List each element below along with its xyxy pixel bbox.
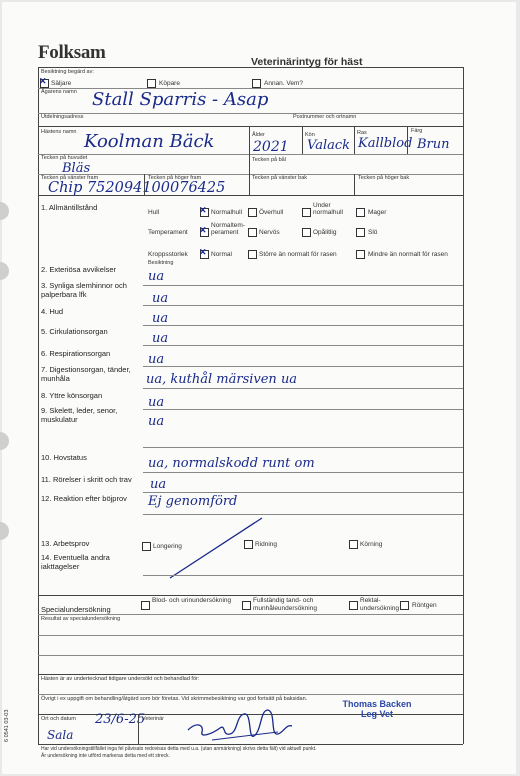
unreliable-checkbox[interactable] <box>302 228 311 237</box>
finding-value: ua, normalskodd runt om <box>148 456 315 471</box>
divider <box>38 635 463 636</box>
stamp-title: Leg Vet <box>360 709 393 719</box>
finding-value: ua <box>150 477 167 492</box>
other-label: Annan. Vem? <box>264 80 304 87</box>
divider <box>143 575 463 576</box>
special-exam-label: Specialundersökning <box>41 605 111 614</box>
xray-checkbox[interactable] <box>400 601 409 610</box>
divider <box>143 409 463 410</box>
nervous-checkbox[interactable] <box>248 228 257 237</box>
temperament-label: Temperament <box>148 229 188 236</box>
punch-hole <box>0 202 9 220</box>
place-date-label: Ort och datum <box>41 716 76 722</box>
divider <box>38 154 463 155</box>
divider <box>38 614 463 615</box>
body-markings-label: Tecken på bål <box>252 157 286 163</box>
finding-label: 12. Reaktion efter böjprov <box>41 494 127 503</box>
stamp-name: Thomas Backen <box>342 699 412 709</box>
xray-label: Röntgen <box>412 602 437 609</box>
age-value: 2021 <box>253 139 289 155</box>
overhull-label: Överhull <box>259 209 284 216</box>
overhull-checkbox[interactable] <box>248 208 257 217</box>
color-value: Brun <box>417 137 450 152</box>
normal-size-check-mark: ✕ <box>199 247 207 257</box>
normal-size-label: Normal <box>211 251 232 258</box>
rectal-exam-label: Rektal-undersökning <box>360 597 400 612</box>
punch-hole <box>0 522 9 540</box>
postal-label: Postnummer och ortnamn <box>293 114 357 120</box>
buyer-label: Köpare <box>159 80 180 87</box>
divider <box>38 126 463 127</box>
other-checkbox[interactable] <box>252 79 261 88</box>
finding-value: ua <box>148 352 165 367</box>
finding-label: 4. Hud <box>41 307 64 316</box>
normalhull-check-mark: ✕ <box>199 205 207 215</box>
divider <box>143 388 463 389</box>
finding-label: 9. Skelett, leder, senor, muskulatur <box>41 406 118 424</box>
form-code: 6 0541 03-03 <box>4 709 10 742</box>
punch-hole <box>0 432 9 450</box>
vet-label: Veterinär <box>142 716 165 722</box>
finding-value: Ej genomförd <box>148 494 238 509</box>
rear-right-label: Tecken på höger bak <box>358 175 410 181</box>
divider <box>407 126 408 154</box>
breed-value: Kallblod <box>358 136 413 151</box>
finding-value: ua <box>152 291 169 306</box>
divider <box>138 714 139 744</box>
body-size-label: Kroppsstorlek <box>148 251 188 258</box>
treatment-label: Övrigt i ex uppgift om behandling/åtgärd som bör företas. Vid skrimmebesiktning var god fortsätt på baksidan. <box>41 696 308 702</box>
mager-label: Mager <box>368 209 387 216</box>
rectal-exam-checkbox[interactable] <box>349 601 358 610</box>
buyer-checkbox[interactable] <box>147 79 156 88</box>
under-normalhull-checkbox[interactable] <box>302 208 311 217</box>
divider <box>354 126 355 154</box>
longering-checkbox[interactable] <box>142 542 151 551</box>
frame-top <box>38 67 463 68</box>
hull-label: Hull <box>148 209 160 216</box>
horse-name-value: Koolman Bäck <box>84 131 215 152</box>
sex-label: Kön <box>305 132 315 138</box>
normaltemperament-label: Normaltem-perament <box>211 222 245 237</box>
sluggish-checkbox[interactable] <box>356 228 365 237</box>
head-markings-value: Bläs <box>62 161 91 176</box>
driving-label: Körning <box>360 541 383 548</box>
breed-label: Ras <box>357 130 367 136</box>
rear-left-label: Tecken på vänster bak <box>252 175 308 181</box>
divider <box>143 325 463 326</box>
divider <box>354 174 355 195</box>
driving-checkbox[interactable] <box>349 540 358 549</box>
divider <box>38 655 463 656</box>
sluggish-label: Slö <box>368 229 378 236</box>
divider <box>249 154 250 174</box>
age-label: Ålder <box>252 132 265 138</box>
divider <box>38 113 463 114</box>
finding-label: 2. Exteriösa avvikelser <box>41 265 117 274</box>
blood-exam-label: Blod- och urinundersökning <box>152 597 232 604</box>
vet-signature <box>182 702 302 746</box>
front-left-value: Chip 752094100076425 <box>48 180 226 196</box>
divider <box>143 492 463 493</box>
divider <box>143 305 463 306</box>
unreliable-label: Opålitlig <box>313 229 337 236</box>
blood-exam-checkbox[interactable] <box>141 601 150 610</box>
punch-hole <box>0 262 9 280</box>
footnote-2: Är undersökning inte utförd markeras detta med ett streck. <box>41 753 170 759</box>
finding-value: ua <box>152 331 169 346</box>
divider <box>38 595 463 596</box>
vet-stamp <box>332 699 422 719</box>
form-title: Veterinärintyg för häst <box>251 56 363 68</box>
finding-label: 5. Cirkulationsorgan <box>41 327 108 336</box>
requested-by-label: Besiktning begärd av: <box>41 69 94 75</box>
larger-checkbox[interactable] <box>248 250 257 259</box>
divider <box>249 126 250 154</box>
address-label: Utdelningsadress <box>41 114 84 120</box>
riding-label: Ridning <box>255 541 278 548</box>
dental-exam-label: Fullständig tand- och munhåleundersökning <box>253 597 317 612</box>
finding-label: 11. Rörelser i skritt och trav <box>41 475 132 484</box>
place-value: Sala <box>47 728 74 742</box>
front-left-label: Tecken på vänster fram <box>41 175 99 181</box>
work-test-label: 13. Arbetsprov <box>41 539 90 548</box>
under-normalhull-label: Under normalhull <box>313 202 343 217</box>
divider <box>249 174 250 195</box>
divider <box>143 285 463 286</box>
divider <box>302 126 303 154</box>
divider <box>38 674 463 675</box>
divider <box>143 472 463 473</box>
finding-label: 8. Yttre könsorgan <box>41 391 103 400</box>
history-label: Hästen är av undertecknad tidigare undersökt och behandlad för: <box>41 676 200 682</box>
frame-right <box>463 67 464 744</box>
seller-label: Säljare <box>51 80 72 87</box>
finding-label: 3. Synliga slemhinnor och palperbara lfk <box>41 281 127 299</box>
seller-check-mark: ✕ <box>39 76 47 86</box>
finding-value: ua <box>148 414 165 429</box>
divider <box>38 694 463 695</box>
not-performed-strike-line <box>162 514 272 584</box>
dental-exam-checkbox[interactable] <box>242 601 251 610</box>
larger-label: Större än normalt för rasen <box>259 251 337 258</box>
sex-value: Valack <box>307 138 351 153</box>
frame-bottom <box>38 744 463 745</box>
divider <box>143 366 463 367</box>
special-result-label: Resultat av specialundersökning <box>41 616 121 622</box>
footnote-1: Har vid undersökningstillfället inga fel påvisats redovisas detta med u.a. (utan anmärkning) skrivs detta fält) vid aktuell punkt. <box>41 746 317 752</box>
finding-label: 6. Respirationsorgan <box>41 349 111 358</box>
normaltemperament-check-mark: ✕ <box>199 225 207 235</box>
normalhull-label: Normalhull <box>211 209 243 216</box>
finding-label: 7. Digestionsorgan, tänder, munhåla <box>41 365 131 383</box>
finding-label: 10. Hovstatus <box>41 453 87 462</box>
color-label: Färg <box>411 128 423 134</box>
divider <box>143 447 463 448</box>
front-right-label: Tecken på höger fram <box>148 175 202 181</box>
owner-name-label: Ägarens namn <box>41 89 77 95</box>
certificate-page <box>2 2 516 774</box>
divider <box>144 174 145 195</box>
folksam-logo: Folksam <box>38 42 106 63</box>
smaller-checkbox[interactable] <box>356 250 365 259</box>
divider <box>143 345 463 346</box>
frame-left <box>38 67 39 744</box>
inspection-label: Besiktning <box>148 260 174 266</box>
finding-value: ua <box>148 269 165 284</box>
owner-name-value: Stall Sparris - Asap <box>92 89 269 110</box>
longering-label: Longering <box>153 543 182 550</box>
head-markings-label: Tecken på huvudet <box>41 155 88 161</box>
finding-value: ua, kuthål märsiven ua <box>146 372 298 387</box>
date-value: 23/6-25 <box>95 712 146 727</box>
mager-checkbox[interactable] <box>356 208 365 217</box>
smaller-label: Mindre än normalt för rasen <box>368 251 448 258</box>
horse-name-label: Hästens namn <box>41 129 77 135</box>
nervous-label: Nervös <box>259 229 280 236</box>
divider <box>38 195 463 196</box>
finding-value: ua <box>152 311 169 326</box>
other-observations-label: 14. Eventuella andra iakttagelser <box>41 553 110 571</box>
finding-value: ua <box>148 395 165 410</box>
general-condition-label: 1. Allmäntillstånd <box>41 203 98 212</box>
